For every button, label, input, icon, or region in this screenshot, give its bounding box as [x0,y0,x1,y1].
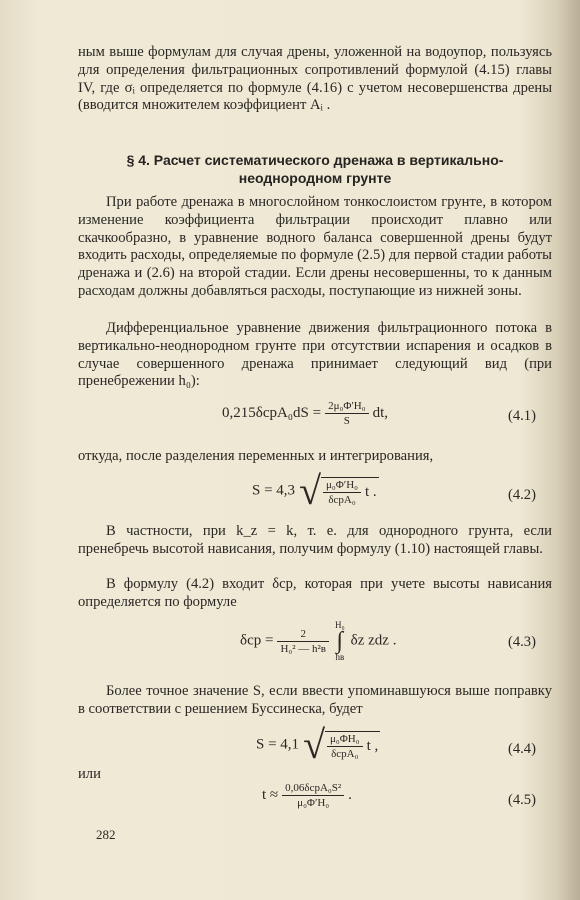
intro-text: ным выше формулам для случая дрены, уложенной на водоупор, пользуясь для определения фильтрационных сопротивлений формулой (4.15) главы IV, где σᵢ определяется по формуле (4.16) с учетом несовершенства дрены (вводится множителем коэффициент Aᵢ . [78,44,552,114]
eq-4-3-left: δcp = [240,632,274,649]
integral-sign [335,620,345,662]
heading-line-2: неоднородном грунте [238,170,392,186]
eq-4-3-integrand: δz zdz . [350,632,397,649]
equation-4-1 [222,400,552,436]
ili-text: или [78,766,101,782]
eq-4-2-numerator: μ₀Φ′H₀ [323,479,361,493]
eq-4-2-fraction [323,479,361,506]
section-heading [78,151,552,187]
equation-4-5 [262,782,462,818]
paragraph-1 [78,194,552,301]
eq-4-5-fraction [282,782,344,809]
eq-4-2-tail: t . [364,483,377,500]
eq-4-3-numerator: 2 [277,628,329,642]
eq-4-5-numerator: 0,06δcpA₀S² [282,782,344,796]
integral-lower-limit: hв [335,652,345,662]
integral-icon: ∫ [336,628,344,654]
integral-upper-limit: H₀ [335,620,345,630]
eq-4-1-number: (4.1) [508,408,536,424]
eq-4-1-tail: dt, [372,405,388,422]
eq-4-4-radicand [325,731,380,760]
eq-4-2-denominator: δcpA₀ [328,493,356,506]
after-4-1 [78,448,552,466]
sqrt-symbol-2: √ [303,722,326,767]
after-4-1-text: откуда, после разделения переменных и интегрирования, [78,448,434,464]
eq-4-4-numerator: μ₀ΦH₀ [327,733,363,747]
equation-4-3 [240,620,500,668]
paragraph-2 [78,320,552,391]
paragraph-4-text: В формулу (4.2) входит δcp, которая при учете высоты нависания определяется по формуле [78,576,552,610]
eq-4-5-denominator: μ₀Φ′H₀ [297,797,330,809]
eq-4-5-left: t ≈ [262,787,279,804]
eq-4-4-denominator: δcpA₀ [331,747,359,760]
eq-4-1-fraction [325,400,368,427]
sqrt-symbol: √ [299,468,322,513]
eq-4-5-tail: . [348,787,352,804]
page-number: 282 [96,827,116,842]
intro-paragraph [78,44,552,115]
eq-4-4-left: S = 4,1 [256,736,300,753]
eq-4-4-fraction [327,733,363,760]
eq-4-3-fraction [277,628,329,655]
eq-4-4-tail: t , [366,737,379,754]
equation-4-2 [252,468,492,513]
eq-4-1-numerator: 2μ₀Φ′H₀ [325,400,368,414]
heading-line-1: § 4. Расчет систематического дренажа в вертикально- [126,152,504,168]
eq-4-4-number: (4.4) [508,741,536,757]
eq-4-2-number: (4.2) [508,487,536,503]
paragraph-5-text: Более точное значение S, если ввести упоминавшуюся выше поправку в соответствии с решением Буссинеска, будет [78,683,552,717]
eq-4-5-number: (4.5) [508,792,536,808]
eq-4-3-denominator: H₀² — h²в [280,642,327,655]
eq-4-2-radicand [321,477,379,506]
eq-4-3-number: (4.3) [508,634,536,650]
equation-4-4 [256,722,496,767]
eq-4-1-left: 0,215δcpA₀dS = [222,405,322,422]
eq-4-1-denominator: S [343,415,350,427]
paragraph-1-text: При работе дренажа в многослойном тонкослоистом грунте, в котором изменение коэффициента фильтрации происходит плавно или скачкообразно, в уравнение водного баланса совершенной дрены будут входить расходы, определяемые по формуле (2.5) для первой стадии работы дренажа и (2.6) на второй стадии. Если дрены несовершенны, то к данным расходам должны добавляться расходы, поступающие из нижней зоны. [78,194,552,299]
paragraph-3-text: В частности, при k_z = k, т. е. для однородного грунта, если пренебречь высотой нависания, получим формулу (1.10) настоящей главы. [78,523,552,557]
paragraph-3 [78,523,552,559]
paragraph-5 [78,683,552,719]
eq-4-2-left: S = 4,3 [252,482,296,499]
paragraph-4 [78,576,552,612]
paragraph-2-text: Дифференциальное уравнение движения фильтрационного потока в вертикально-неоднородном грунте при отсутствии испарения и осадков в случае совершенного дренажа принимает следующий вид (при пренебрежении h₀): [78,320,552,390]
